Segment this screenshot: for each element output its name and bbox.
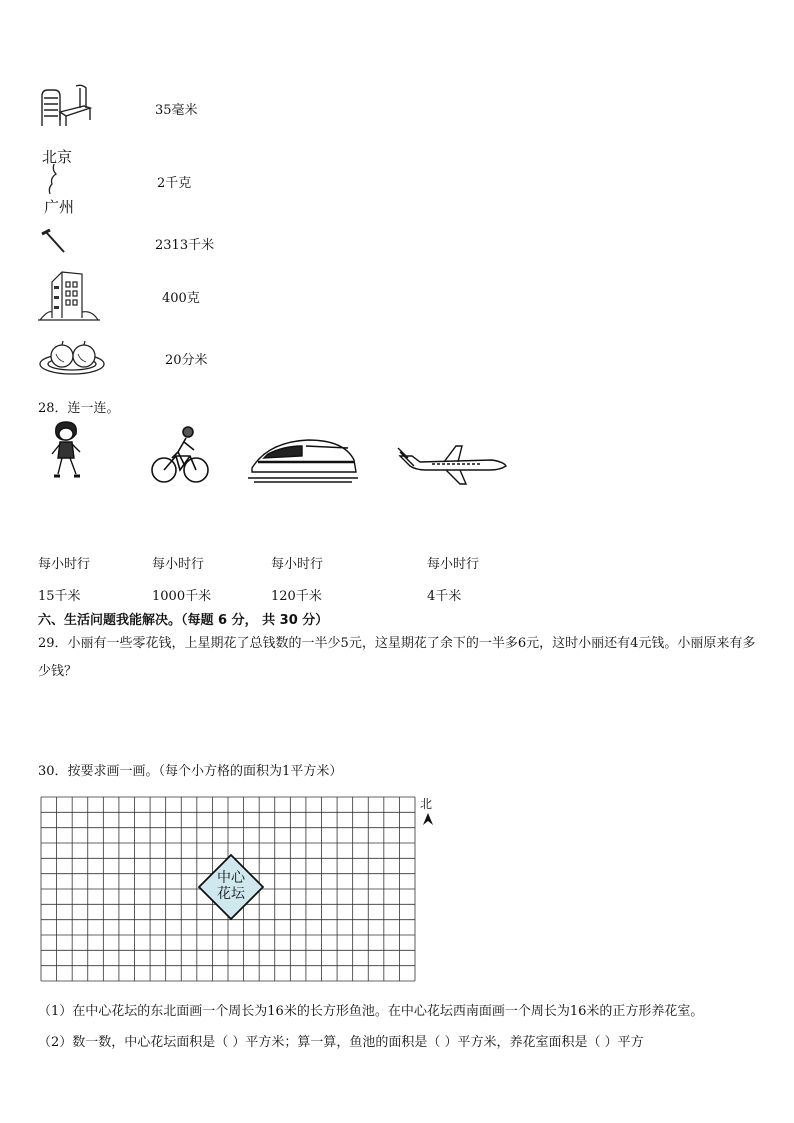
center-label-line2: 花坛 xyxy=(217,886,245,902)
measure-1: 35毫米 xyxy=(155,103,198,118)
q28-speed-3-line1: 每小时行 xyxy=(271,557,324,572)
q28-speed-4-line2: 4千米 xyxy=(427,589,462,604)
measure-3: 2313千米 xyxy=(155,238,215,253)
q28-speed-2-line1: 每小时行 xyxy=(152,557,205,572)
q28-speed-2-line2: 1000千米 xyxy=(152,589,212,604)
center-flower-bed xyxy=(198,854,264,920)
measure-4: 400克 xyxy=(162,291,200,306)
q28-speed-1-line2: 15千米 xyxy=(38,589,81,604)
q28-speed-4-line1: 每小时行 xyxy=(427,557,480,572)
bed-icon xyxy=(40,82,92,132)
map-label-guangzhou: 广州 xyxy=(44,198,75,216)
q28-title: 28．连一连。 xyxy=(38,401,120,416)
section-6-title: 六、生活问题我能解决。（每题 6 分， 共 30 分） xyxy=(38,613,329,628)
building-icon xyxy=(38,266,100,326)
airplane-icon xyxy=(396,438,508,490)
center-label-line1: 中心 xyxy=(217,870,245,886)
nail-icon xyxy=(40,228,68,260)
measure-2: 2千克 xyxy=(157,176,192,191)
north-arrow-icon xyxy=(421,811,435,830)
high-speed-train-icon xyxy=(248,434,360,490)
north-label: 北 xyxy=(420,797,433,811)
q29-text: 29．小丽有一些零花钱，上星期花了总钱数的一半少5元，这星期花了余下的一半多6元，这时小丽还有4元钱。小丽原来有多少钱？ xyxy=(38,636,756,679)
map-label-beijing: 北京 xyxy=(42,148,73,166)
walking-child-icon xyxy=(46,420,88,486)
beijing-guangzhou-map-icon xyxy=(40,144,80,216)
q28-speed-3-line2: 120千米 xyxy=(271,589,322,604)
q30-sub1: （1）在中心花坛的东北面画一个周长为16米的长方形鱼池。在中心花坛西南面画一个周长为16米的正方形养花室。 xyxy=(38,1004,704,1019)
cyclist-icon xyxy=(150,424,210,490)
apples-plate-icon xyxy=(38,336,106,382)
q30-sub2: （2）数一数，中心花坛面积是（ ）平方米；算一算，鱼池的面积是（ ）平方米，养花室面积是（ ）平方 xyxy=(38,1035,644,1050)
q28-speed-1-line1: 每小时行 xyxy=(38,557,91,572)
q30-title: 30．按要求画一画。（每个小方格的面积为1平方米） xyxy=(38,764,343,779)
grid-diagram xyxy=(40,796,416,982)
measure-5: 20分米 xyxy=(165,353,208,368)
